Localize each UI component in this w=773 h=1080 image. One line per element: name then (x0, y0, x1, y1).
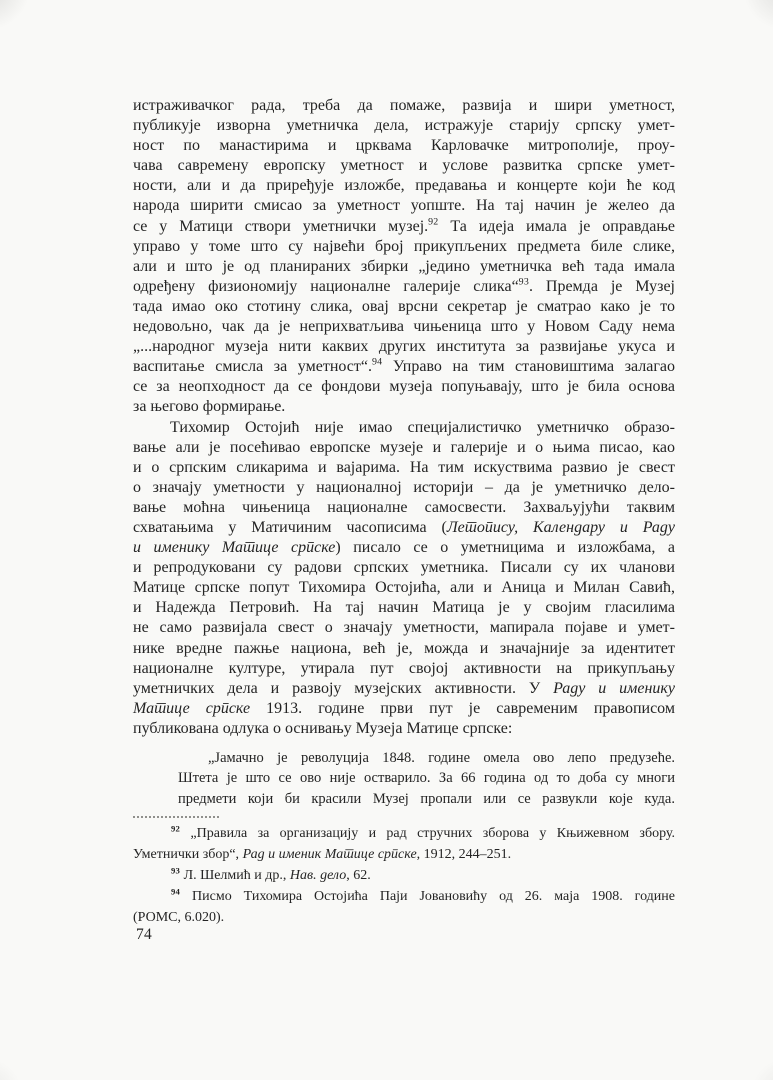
text-line: недовољно, чак да је неприхватљива чињеница што у Новом Саду нема (133, 318, 675, 336)
text-line: не само развијала свест о значају уметности, мапирала појаве и умет- (133, 619, 675, 637)
text-line: одређену физиономију националне галерије слика“$^{93}$. Премда је Музеј (133, 276, 676, 295)
text-line: се у Матици створи уметнички музеј.$^{92}$ Та идеја имала је оправдање (133, 216, 675, 235)
footnote-93 (133, 865, 675, 886)
footnote-separator (133, 816, 219, 818)
text-line: нике вредне пажње национа, већ је, можда и значајније за идентитет (133, 639, 675, 657)
text-line: се за неопходност да се фондови музеја попуњавају, што је била основа (133, 378, 675, 396)
text-line: за његово формирање. (133, 398, 286, 416)
page-body (133, 96, 675, 809)
text-line: $^{93}$ Л. Шелмић и др., Нав. дело, 62. (171, 865, 371, 884)
text-line: „...народног музеја нити каквих других института за развијање укуса и (133, 338, 675, 356)
text-line: о значају уметности у националној историји – да је уметничко дело- (133, 478, 675, 496)
footnotes (133, 823, 675, 928)
text-line: Матице српске 1913. године први пут је савременим правописом (133, 699, 675, 717)
text-line: и именику Матице српске) писало се о уметницима и изложбама, а (133, 539, 675, 557)
text-line: публикује изворна уметничка дела, истражује старију српску умет- (133, 117, 675, 135)
text-line: истраживачког рада, треба да помаже, развија и шири уметност, (133, 97, 675, 114)
text-line: Штета је што се ово није остварило. За 66 година од то доба су многи (178, 770, 675, 787)
block-quote (178, 748, 675, 809)
text-line: али и што је од планираних збирки „једино уметничка већ тада имала (133, 257, 675, 275)
text-line: чава савремену европску уметност и услове развитка српске умет- (133, 157, 675, 175)
footnote-92 (133, 823, 675, 865)
text-line: Матице српске попут Тихомира Остојића, али и Аница и Милан Савић, (133, 579, 675, 597)
text-line: Тихомир Остојић није имао специјалистичко уметничко образо- (170, 418, 675, 436)
text-line: публикована одлука о оснивању Музеја Матице српске: (133, 719, 513, 737)
page-number: 74 (136, 926, 153, 943)
paragraph-1 (133, 96, 675, 418)
text-line: ности, али и да приређује изложбе, предавања и концерте који ће код (133, 177, 675, 195)
text-line: Уметнички збор“, Рад и именик Матице српске, 1912, 244–251. (133, 847, 512, 863)
text-line: ност по манастирима и црквама Карловачке митрополије, проу- (133, 137, 675, 155)
text-line: уметничких дела и развоју музејских активности. У Раду и именику (133, 679, 675, 697)
text-line: и Надежда Петровић. На тај начин Матица је у својим гласилима (133, 599, 675, 617)
text-line: тада имао око стотину слика, овај врсни секретар је сматрао како је то (133, 297, 675, 315)
text-line: васпитање смисла за уметност“.$^{94}$ Управо на тим становиштима залагао (133, 356, 676, 376)
text-line: управо у томе што су највећи број прикупљених предмета биле слике, (133, 237, 675, 255)
text-line: $^{94}$ Писмо Тихомира Остојића Паји Јовановићу од 26. маја 1908. године (171, 886, 675, 905)
text-line: „Јамачно је револуција 1848. године омела ово лепо предузеће. (208, 750, 675, 766)
text-line: $^{92}$ „Правила за организацију и рад стручних зборова у Књижевном збору. (171, 823, 675, 842)
text-line: вање али је посећивао европске музеје и галерије и о њима писао, као (133, 438, 675, 456)
text-line: и репродуковани су радови српских уметника. Писали су их чланови (133, 559, 675, 577)
text-line: националне културе, утирала пут својој активности на прикупљању (133, 659, 675, 677)
text-line: и о српским сликарима и вајарима. На тим искуствима развио је свест (133, 458, 675, 476)
text-line: (РОМС, 6.020). (133, 910, 225, 926)
text-line: народа ширити смисао за уметност уопште. На тај начин је желео да (133, 197, 675, 215)
text-line: схватањима у Матичиним часописима (Летопису, Календару и Раду (133, 518, 675, 536)
text-line: вање моћна чињеница националне самосвести. Захваљујући таквим (133, 498, 675, 516)
footnote-94 (133, 886, 675, 928)
paragraph-2 (133, 418, 675, 740)
text-line: предмети који би красили Музеј пропали или се развукли које куда. (178, 790, 675, 807)
